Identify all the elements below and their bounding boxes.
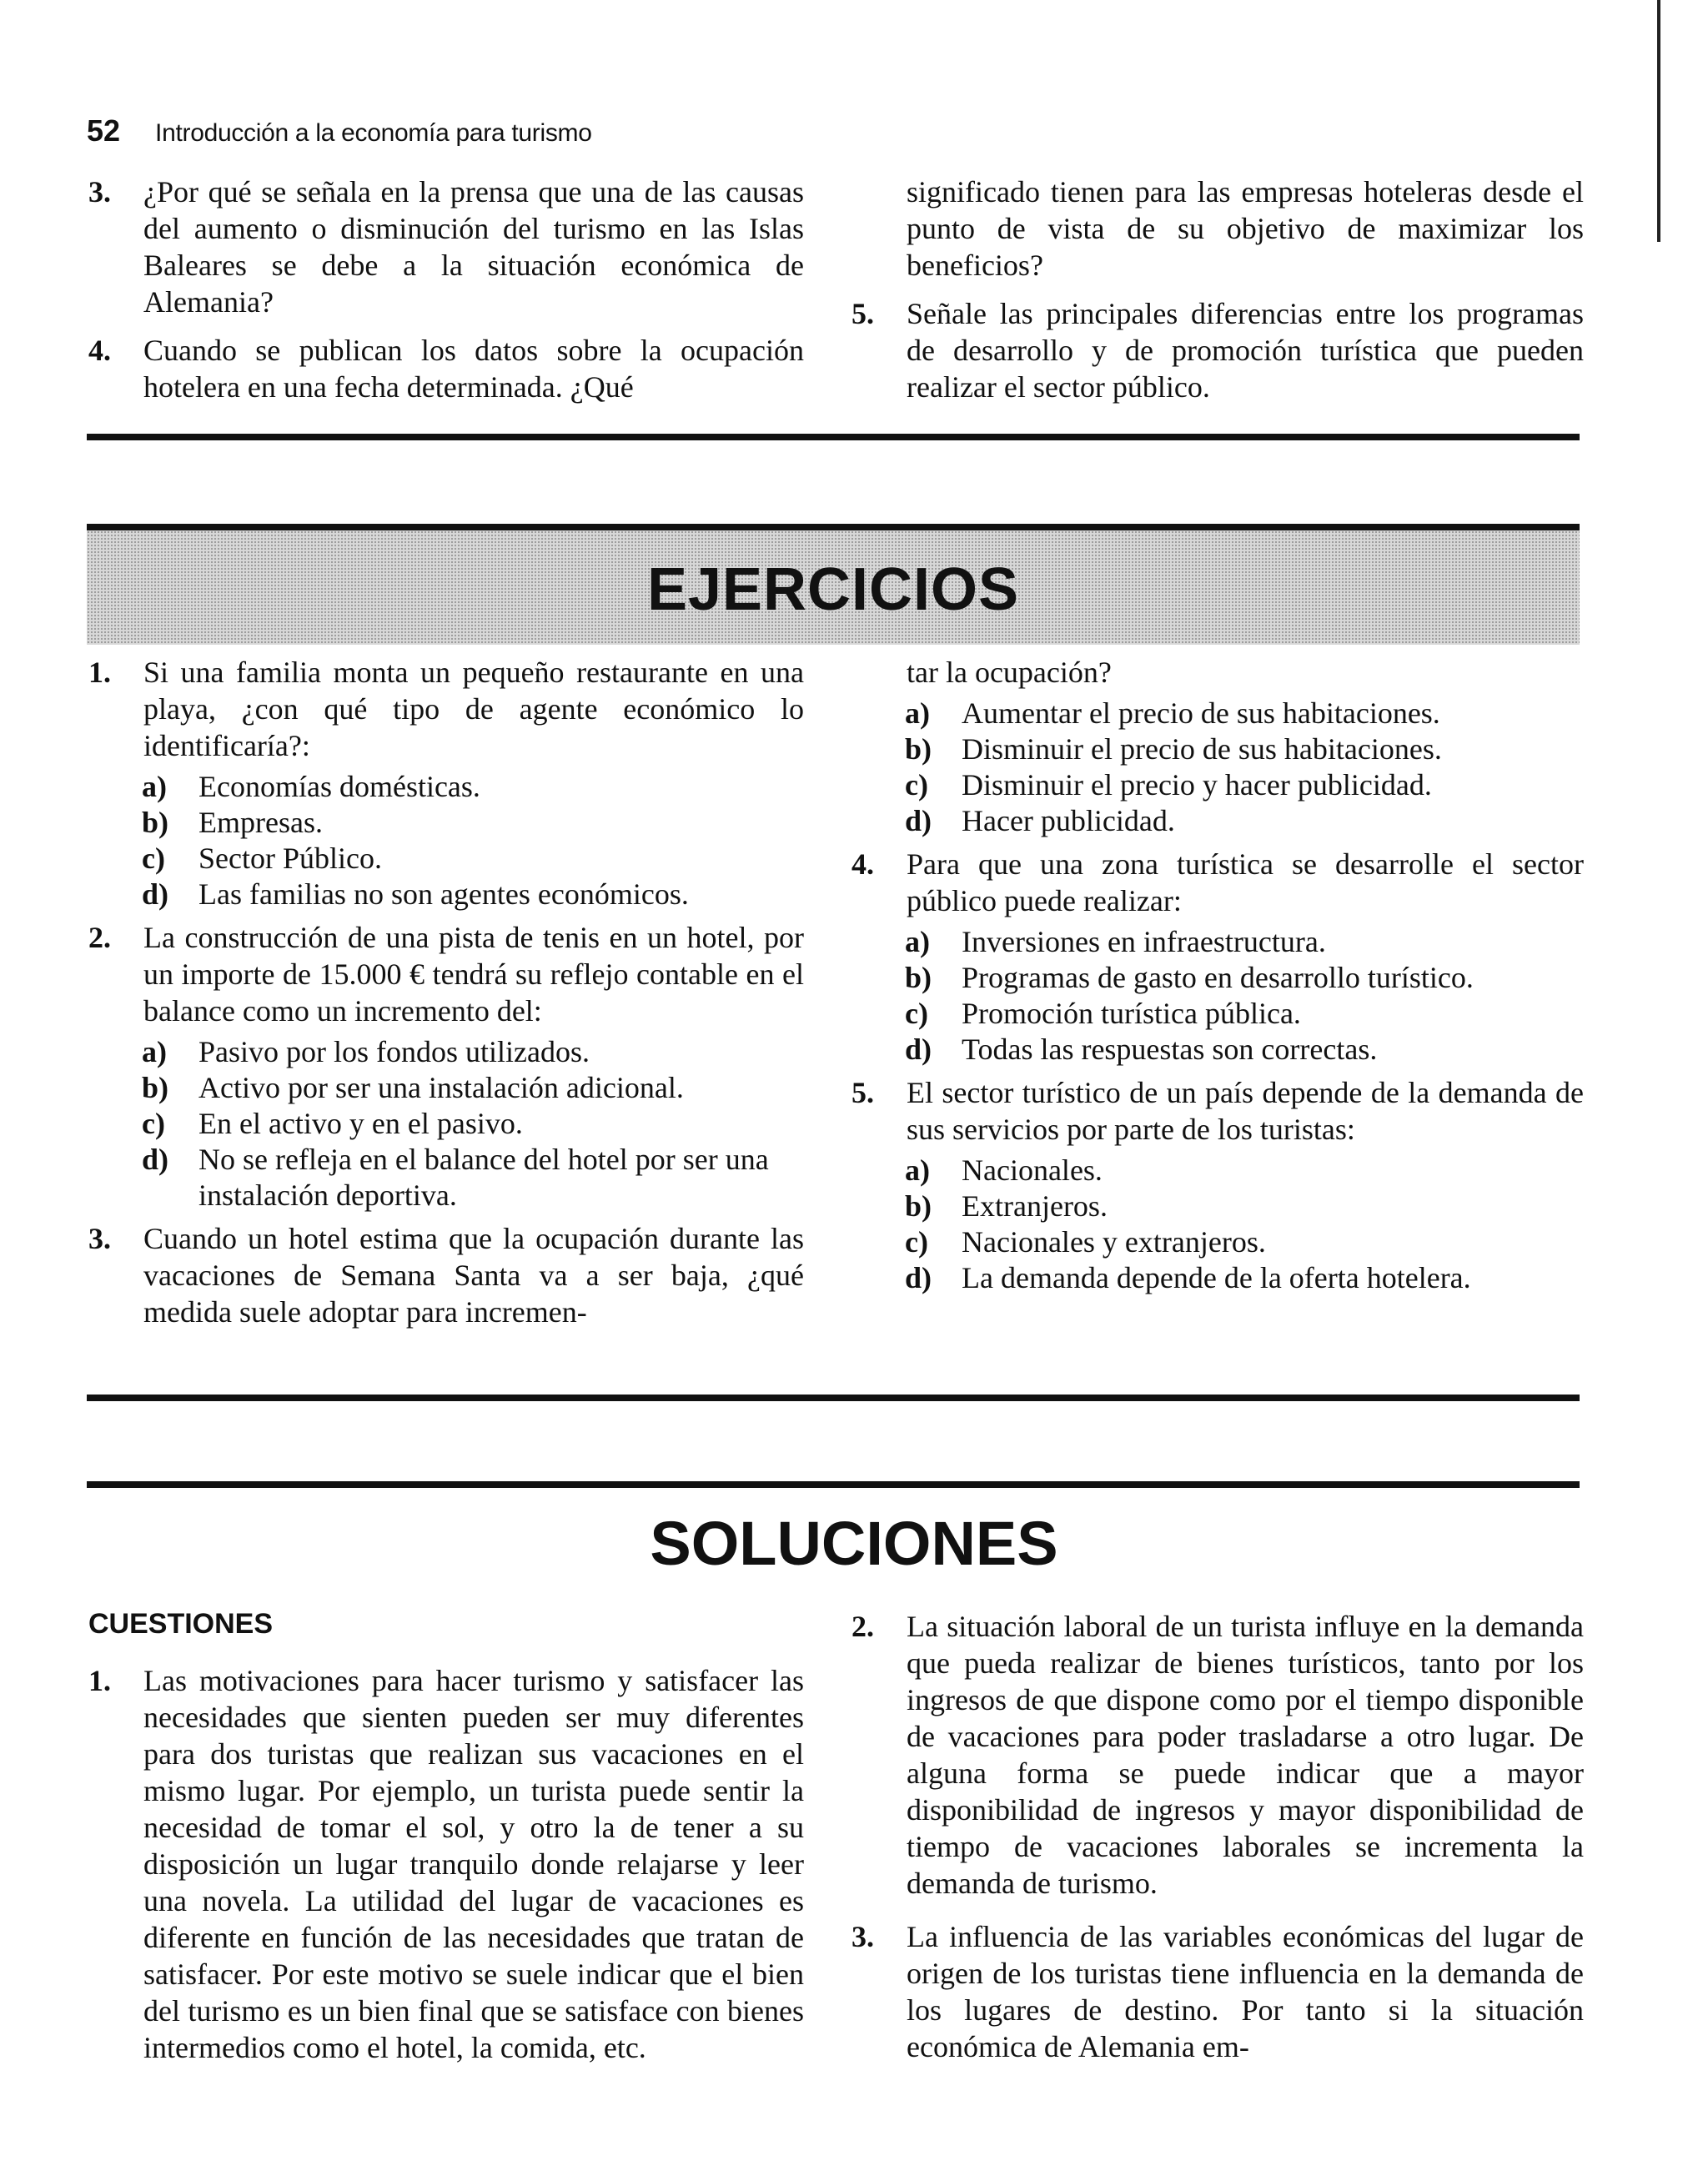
- exercise-number: 5.: [851, 1076, 874, 1109]
- scan-margin-line: [1657, 0, 1660, 242]
- option-text: Disminuir el precio de sus habitaciones.: [962, 732, 1442, 766]
- exercise-number: 3.: [88, 1222, 111, 1255]
- exercise-item: [850, 846, 1584, 919]
- option-text: Economías domésticas.: [198, 770, 480, 803]
- exercise-number: 2.: [88, 921, 111, 954]
- option-item: [142, 1106, 804, 1142]
- section-divider: [87, 1481, 1580, 1488]
- ejercicios-body: [87, 654, 1584, 1330]
- answer-item: [850, 1608, 1584, 1902]
- exercise-item: [850, 654, 1584, 691]
- option-list: [905, 1153, 1584, 1296]
- exercise-text: Para que una zona turística se desarrolle el sector público puede realizar:: [907, 847, 1584, 917]
- ejercicios-left: [87, 654, 804, 1330]
- question-text: ¿Por qué se señala en la prensa que una de las causas del aumento o disminución del turismo en las Islas Baleares se debe a la situación económica de Alemania?: [143, 175, 804, 319]
- option-text: Las familias no son agentes económicos.: [198, 877, 689, 911]
- exercise-text: La construcción de una pista de tenis en un hotel, por un importe de 15.000 € tendrá su reflejo contable en el balance como un incremento del:: [143, 921, 804, 1028]
- soluciones-right: [850, 1608, 1584, 2066]
- option-letter: c): [142, 842, 165, 875]
- option-item: [905, 803, 1584, 839]
- soluciones-body: [87, 1608, 1584, 2066]
- option-list: [142, 1034, 804, 1214]
- option-text: Disminuir el precio y hacer publicidad.: [962, 768, 1432, 802]
- option-item: [142, 769, 804, 805]
- page-header: [87, 113, 592, 148]
- option-letter: c): [142, 1107, 165, 1140]
- option-letter: b): [905, 961, 932, 994]
- option-letter: b): [905, 732, 932, 766]
- page-number: 52: [87, 113, 121, 148]
- question-number: 4.: [88, 334, 111, 367]
- exercise-item: [87, 919, 804, 1029]
- option-text: Programas de gasto en desarrollo turístico.: [962, 961, 1474, 994]
- option-list: [142, 769, 804, 912]
- option-item: [905, 696, 1584, 731]
- option-text: En el activo y en el pasivo.: [198, 1107, 523, 1140]
- option-text: Todas las respuestas son correctas.: [962, 1033, 1378, 1066]
- exercise-item: [850, 1074, 1584, 1148]
- soluciones-title: SOLUCIONES: [650, 1509, 1058, 1578]
- option-letter: c): [905, 768, 928, 802]
- question-number: [850, 173, 907, 284]
- cuestiones-top: [87, 173, 1584, 405]
- option-list: [905, 924, 1584, 1068]
- answer-text: Las motivaciones para hacer turismo y satisfacer las necesidades que sienten pueden ser muy diferentes para dos turistas que realizan sus vacaciones en el mismo lugar. Por ejemplo, un turista puede sentir la necesidad de tomar el sol, y otro la de tener a su disposición un lugar tranquilo donde relajarse y leer una novela. La utilidad del lugar de vacaciones es diferente en función de las necesidades que tratan de satisfacer. Por este motivo se suele indicar que el bien del turismo es un bien final que se satisface con bienes intermedios como el hotel, la comida, etc.: [143, 1664, 804, 2064]
- spacer: [850, 284, 1584, 295]
- option-text: Hacer publicidad.: [962, 804, 1175, 837]
- option-item: [905, 1260, 1584, 1296]
- option-letter: d): [905, 804, 932, 837]
- option-item: [142, 805, 804, 841]
- exercise-number: 4.: [851, 847, 874, 881]
- option-text: Nacionales y extranjeros.: [962, 1225, 1266, 1259]
- option-item: [142, 1142, 804, 1214]
- option-text: Activo por ser una instalación adicional.: [198, 1071, 684, 1104]
- exercise-number: 1.: [88, 656, 111, 689]
- exercise-text: Si una familia monta un pequeño restaurante en una playa, ¿con qué tipo de agente económico lo identificaría?:: [143, 656, 804, 762]
- option-letter: d): [142, 877, 169, 911]
- option-item: [142, 1034, 804, 1070]
- answer-item: [850, 1918, 1584, 2065]
- question-item: [87, 173, 804, 320]
- option-letter: a): [905, 925, 930, 958]
- ejercicios-title: EJERCICIOS: [646, 556, 1020, 623]
- exercise-text: El sector turístico de un país depende de la demanda de sus servicios por parte de los turistas:: [907, 1076, 1584, 1146]
- option-item: [142, 877, 804, 912]
- ejercicios-right: [850, 654, 1584, 1330]
- option-item: [905, 996, 1584, 1032]
- option-letter: d): [905, 1261, 932, 1294]
- ejercicios-banner: [87, 524, 1580, 645]
- option-item: [905, 924, 1584, 960]
- option-letter: b): [142, 1071, 169, 1104]
- option-text: Nacionales.: [962, 1153, 1103, 1187]
- option-letter: b): [905, 1189, 932, 1223]
- cuestiones-subheading: CUESTIONES: [88, 1608, 274, 1640]
- section-divider: [87, 1395, 1580, 1401]
- option-list: [905, 696, 1584, 839]
- option-letter: d): [142, 1143, 169, 1176]
- option-item: [142, 1070, 804, 1106]
- spacer: [850, 1902, 1584, 1918]
- spacer: [87, 320, 804, 332]
- option-letter: a): [905, 1153, 930, 1187]
- question-text: Señale las principales diferencias entre los programas de desarrollo y de promoción turística que pueden realizar el sector público.: [907, 297, 1584, 404]
- cuestiones-top-right: [850, 173, 1584, 405]
- exercise-item: [87, 1220, 804, 1330]
- question-text: Cuando se publican los datos sobre la ocupación hotelera en una fecha determinada. ¿Qué: [143, 334, 804, 404]
- option-item: [905, 960, 1584, 996]
- option-letter: c): [905, 997, 928, 1030]
- option-text: Sector Público.: [198, 842, 382, 875]
- option-item: [905, 1153, 1584, 1189]
- question-item: [87, 332, 804, 405]
- answer-number: 1.: [88, 1664, 111, 1697]
- option-letter: a): [142, 1035, 167, 1068]
- cuestiones-top-left: [87, 173, 804, 405]
- option-text: Empresas.: [198, 806, 323, 839]
- exercise-number: [850, 654, 907, 691]
- question-number: 5.: [851, 297, 874, 330]
- soluciones-left: [87, 1608, 804, 2066]
- option-letter: a): [142, 770, 167, 803]
- option-letter: a): [905, 696, 930, 730]
- option-letter: d): [905, 1033, 932, 1066]
- answer-text: La influencia de las variables económicas del lugar de origen de los turistas tiene influencia en la demanda de los lugares de destino. Por tanto si la situación económica de Alemania em-: [907, 1920, 1584, 2063]
- question-text: significado tienen para las empresas hoteleras desde el punto de vista de su objetivo de maximizar los beneficios?: [907, 175, 1584, 282]
- question-item: [850, 173, 1584, 284]
- option-text: Extranjeros.: [962, 1189, 1108, 1223]
- exercise-text: Cuando un hotel estima que la ocupación durante las vacaciones de Semana Santa va a ser baja, ¿qué medida suele adoptar para incremen-: [143, 1222, 804, 1329]
- question-item: [850, 295, 1584, 405]
- answer-number: 2.: [851, 1610, 874, 1643]
- option-letter: c): [905, 1225, 928, 1259]
- answer-item: [87, 1662, 804, 2066]
- option-text: Promoción turística pública.: [962, 997, 1301, 1030]
- option-item: [905, 731, 1584, 767]
- option-text: Inversiones en infraestructura.: [962, 925, 1326, 958]
- option-item: [905, 1032, 1584, 1068]
- exercise-text-continuation: tar la ocupación?: [907, 656, 1112, 689]
- option-text: Pasivo por los fondos utilizados.: [198, 1035, 590, 1068]
- question-number: 3.: [88, 175, 111, 209]
- answer-number: 3.: [851, 1920, 874, 1953]
- option-item: [905, 767, 1584, 803]
- option-text: La demanda depende de la oferta hotelera.: [962, 1261, 1471, 1294]
- exercise-item: [87, 654, 804, 764]
- option-item: [905, 1224, 1584, 1260]
- answer-text: La situación laboral de un turista influye en la demanda que pueda realizar de bienes turísticos, tanto por los ingresos de que dispone como por el tiempo disponible de vacaciones para poder trasladarse a otro lugar. De alguna forma se puede indicar que a mayor disponibilidad de ingresos y mayor disponibilidad de tiempo de vacaciones laborales se incrementa la demanda de turismo.: [907, 1610, 1584, 1900]
- section-divider: [87, 434, 1580, 440]
- option-text: Aumentar el precio de sus habitaciones.: [962, 696, 1440, 730]
- option-item: [142, 841, 804, 877]
- running-title: Introducción a la economía para turismo: [155, 119, 592, 147]
- option-letter: b): [142, 806, 169, 839]
- option-item: [905, 1189, 1584, 1224]
- option-text: No se refleja en el balance del hotel por ser una instalación deportiva.: [198, 1143, 769, 1212]
